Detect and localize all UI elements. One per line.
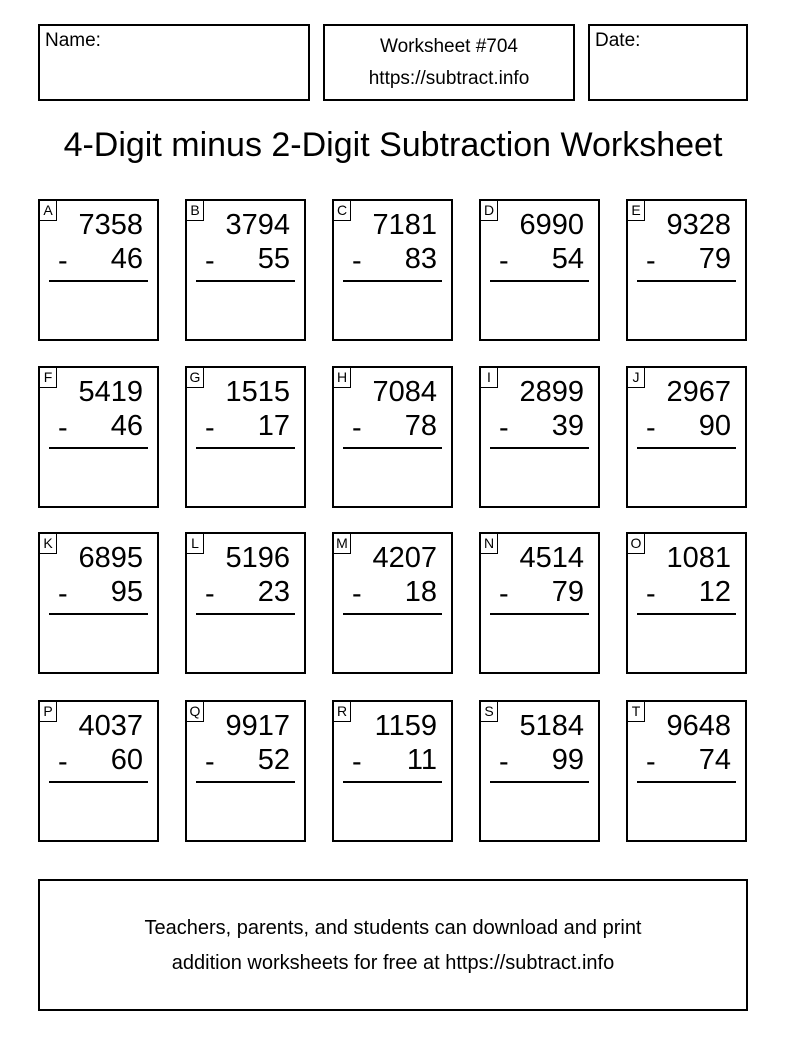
minuend: 1159 [374, 710, 437, 742]
problem-box[interactable] [332, 700, 453, 842]
page-title: 4-Digit minus 2-Digit Subtraction Worksheet [63, 126, 723, 164]
minus-sign: - [58, 578, 68, 610]
subtrahend: 99 [551, 744, 584, 776]
subtrahend: 55 [257, 243, 290, 275]
problem-box[interactable] [185, 532, 306, 674]
subtrahend: 83 [404, 243, 437, 275]
problem-letter: R [333, 701, 351, 722]
problem-box[interactable] [185, 700, 306, 842]
subtrahend: 60 [110, 744, 143, 776]
minuend: 6895 [78, 542, 143, 574]
subtrahend: 79 [698, 243, 731, 275]
problem-letter: S [480, 701, 498, 722]
problem-box[interactable] [626, 199, 747, 341]
minus-sign: - [499, 245, 509, 277]
minus-sign: - [352, 746, 362, 778]
minuend: 5184 [519, 710, 584, 742]
minuend: 4207 [372, 542, 437, 574]
answer-line [637, 613, 736, 615]
problem-box[interactable] [38, 199, 159, 341]
answer-line [196, 447, 295, 449]
problem-letter: C [333, 200, 351, 221]
date-field-box[interactable] [588, 24, 748, 101]
problem-letter: L [186, 533, 204, 554]
minuend: 6990 [519, 209, 584, 241]
problem-letter: E [627, 200, 645, 221]
minuend: 7181 [372, 209, 437, 241]
answer-line [49, 447, 148, 449]
worksheet-info-box [323, 24, 575, 101]
minuend: 2899 [519, 376, 584, 408]
problem-letter: N [480, 533, 498, 554]
answer-line [490, 613, 589, 615]
problem-letter: O [627, 533, 645, 554]
date-label: Date: [595, 30, 641, 51]
problem-box[interactable] [479, 700, 600, 842]
subtrahend: 78 [404, 410, 437, 442]
problem-letter: P [39, 701, 57, 722]
minus-sign: - [646, 578, 656, 610]
answer-line [196, 280, 295, 282]
subtrahend: 39 [551, 410, 584, 442]
name-field-box[interactable] [38, 24, 310, 101]
minuend: 3794 [225, 209, 290, 241]
answer-line [196, 781, 295, 783]
subtrahend: 18 [404, 576, 437, 608]
minuend: 9648 [666, 710, 731, 742]
subtrahend: 11 [406, 744, 437, 776]
minuend: 2967 [666, 376, 731, 408]
answer-line [637, 447, 736, 449]
problem-box[interactable] [38, 700, 159, 842]
subtrahend: 23 [257, 576, 290, 608]
problem-letter: K [39, 533, 57, 554]
problem-box[interactable] [479, 199, 600, 341]
worksheet-url: https://subtract.info [368, 68, 530, 89]
subtrahend: 90 [698, 410, 731, 442]
footer-line-1: Teachers, parents, and students can download and print [144, 917, 642, 939]
problem-letter: B [186, 200, 204, 221]
problem-letter: H [333, 367, 351, 388]
minuend: 1515 [225, 376, 290, 408]
name-label: Name: [45, 30, 101, 51]
answer-line [49, 280, 148, 282]
answer-line [343, 447, 442, 449]
footer-box [38, 879, 748, 1011]
minus-sign: - [352, 412, 362, 444]
problem-box[interactable] [332, 199, 453, 341]
problem-box[interactable] [626, 366, 747, 508]
minus-sign: - [352, 245, 362, 277]
answer-line [343, 781, 442, 783]
minuend: 4037 [78, 710, 143, 742]
answer-line [49, 781, 148, 783]
answer-line [196, 613, 295, 615]
minus-sign: - [646, 746, 656, 778]
problem-letter: F [39, 367, 57, 388]
subtrahend: 46 [110, 410, 143, 442]
minus-sign: - [499, 746, 509, 778]
minuend: 9917 [225, 710, 290, 742]
answer-line [49, 613, 148, 615]
problem-box[interactable] [332, 366, 453, 508]
minuend: 5419 [78, 376, 143, 408]
minus-sign: - [205, 746, 215, 778]
minus-sign: - [58, 245, 68, 277]
problem-box[interactable] [626, 532, 747, 674]
minus-sign: - [352, 578, 362, 610]
minuend: 4514 [519, 542, 584, 574]
problem-letter: G [186, 367, 204, 388]
minuend: 1081 [666, 542, 731, 574]
subtrahend: 17 [257, 410, 290, 442]
problem-box[interactable] [38, 366, 159, 508]
answer-line [490, 447, 589, 449]
subtrahend: 54 [551, 243, 584, 275]
problem-letter: Q [186, 701, 204, 722]
minus-sign: - [499, 412, 509, 444]
problem-box[interactable] [626, 700, 747, 842]
problem-letter: T [627, 701, 645, 722]
problem-box[interactable] [185, 366, 306, 508]
minuend: 5196 [225, 542, 290, 574]
problem-letter: I [480, 367, 498, 388]
problem-letter: J [627, 367, 645, 388]
problem-box[interactable] [332, 532, 453, 674]
worksheet-number: Worksheet #704 [379, 36, 518, 57]
minuend: 7358 [78, 209, 143, 241]
problem-box[interactable] [185, 199, 306, 341]
minuend: 7084 [372, 376, 437, 408]
minus-sign: - [205, 578, 215, 610]
subtrahend: 52 [257, 744, 290, 776]
minuend: 9328 [666, 209, 731, 241]
answer-line [490, 781, 589, 783]
problem-box[interactable] [479, 532, 600, 674]
minus-sign: - [58, 746, 68, 778]
answer-line [490, 280, 589, 282]
minus-sign: - [205, 245, 215, 277]
minus-sign: - [205, 412, 215, 444]
answer-line [637, 781, 736, 783]
problem-box[interactable] [479, 366, 600, 508]
minus-sign: - [646, 245, 656, 277]
problem-box[interactable] [38, 532, 159, 674]
answer-line [343, 280, 442, 282]
minus-sign: - [58, 412, 68, 444]
subtrahend: 95 [110, 576, 143, 608]
answer-line [343, 613, 442, 615]
problem-letter: D [480, 200, 498, 221]
answer-line [637, 280, 736, 282]
subtrahend: 79 [551, 576, 584, 608]
problem-letter: M [333, 533, 351, 554]
minus-sign: - [646, 412, 656, 444]
subtrahend: 46 [110, 243, 143, 275]
subtrahend: 12 [698, 576, 731, 608]
footer-line-2: addition worksheets for free at https://subtract.info [171, 952, 615, 974]
subtrahend: 74 [698, 744, 731, 776]
minus-sign: - [499, 578, 509, 610]
problem-letter: A [39, 200, 57, 221]
